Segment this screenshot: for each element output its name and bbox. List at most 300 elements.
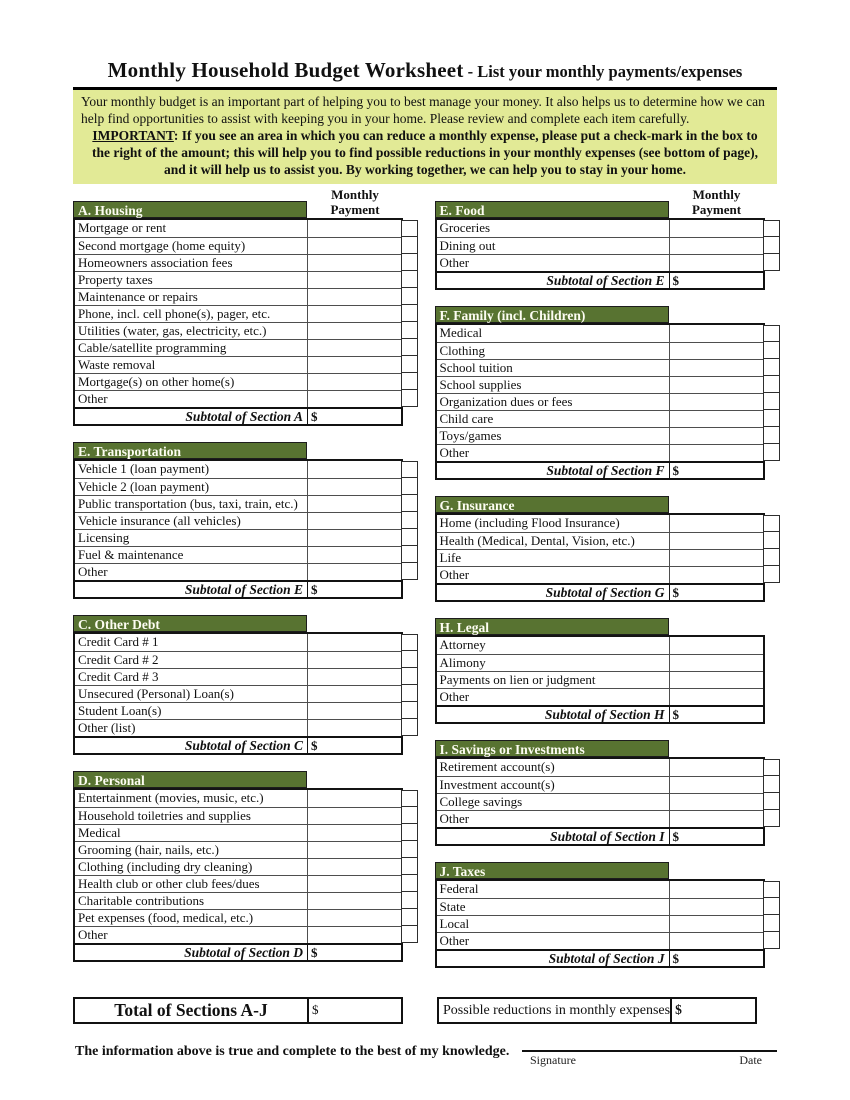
payment-input-cell[interactable] [669,515,763,532]
reduce-checkbox[interactable] [401,841,418,858]
subtotal-row-legal [435,705,765,724]
expense-row [75,356,401,373]
subtotal-row-family [435,461,765,480]
total-sections-label: Total of Sections A-J [114,1000,268,1020]
expense-label: Maintenance or repairs [78,289,198,304]
payment-input-cell[interactable] [307,669,401,685]
expense-row [437,220,763,237]
subtotal-label: Subtotal of Section G [545,585,665,600]
expense-label: Attorney [439,637,486,652]
right-sections [435,201,778,968]
subtotal-row-food [435,271,765,290]
expense-label: Pet expenses (food, medical, etc.) [78,910,254,925]
expense-row [437,515,763,532]
expense-row [437,427,763,444]
expense-row [437,637,763,654]
reduce-checkbox[interactable] [763,237,780,254]
expense-row [75,634,401,651]
expense-row [75,254,401,271]
section-title-insurance: G. Insurance [435,496,669,513]
expense-label: Vehicle insurance (all vehicles) [78,513,241,528]
payment-input-cell[interactable] [307,703,401,719]
expense-row [75,237,401,254]
payment-input-cell[interactable] [307,893,401,909]
payment-input-cell[interactable] [307,306,401,322]
reduce-checkbox[interactable] [401,634,418,651]
reduce-checkbox[interactable] [401,305,418,322]
reduce-checkbox[interactable] [401,271,418,288]
payment-input-cell[interactable] [669,881,763,898]
expense-label: School tuition [439,360,513,375]
reduce-checkbox[interactable] [763,915,780,932]
reduce-checkbox[interactable] [401,790,418,807]
expense-row [75,858,401,875]
expense-label: Licensing [78,530,130,545]
expense-row [75,288,401,305]
expense-row [75,892,401,909]
subtotal-amount-cell[interactable]: $ [669,585,763,600]
expense-rows [435,323,765,461]
reduce-checkbox[interactable] [763,881,780,898]
expense-label: Medical [439,325,483,340]
reduce-checkbox[interactable] [401,668,418,685]
section-title-food: E. Food [435,201,669,218]
intro-box [73,87,777,184]
reduce-checkbox[interactable] [763,393,780,410]
payment-input-cell[interactable] [307,720,401,736]
subtotal-amount-cell[interactable]: $ [307,738,401,753]
reduce-checkbox[interactable] [763,427,780,444]
section-other-debt [73,615,416,755]
payment-input-cell[interactable] [307,652,401,668]
section-title-other-debt: C. Other Debt [73,615,307,632]
section-title-taxes: J. Taxes [435,862,669,879]
payment-input-cell[interactable] [307,513,401,529]
reduce-checkbox[interactable] [763,376,780,393]
expense-row [437,898,763,915]
expense-row [75,322,401,339]
left-sections [73,201,416,962]
payment-input-cell[interactable] [669,238,763,254]
expense-rows [435,757,765,827]
reduce-checkbox[interactable] [401,339,418,356]
expense-label: Other [439,811,470,826]
reduce-checkbox[interactable] [763,410,780,427]
reduce-checkbox[interactable] [401,892,418,909]
total-amount-cell[interactable]: $ [307,999,401,1022]
expense-label: Toys/games [439,428,502,443]
expense-label: Phone, incl. cell phone(s), pager, etc. [78,306,271,321]
expense-row [75,824,401,841]
section-legal [435,618,778,724]
payment-input-cell[interactable] [307,790,401,807]
expense-row [437,688,763,705]
expense-row [75,875,401,892]
reduce-checkbox[interactable] [763,532,780,549]
reduce-checkbox[interactable] [401,909,418,926]
payment-input-cell[interactable] [307,564,401,580]
reduce-checkbox[interactable] [401,824,418,841]
section-title-legal: H. Legal [435,618,669,635]
expense-label: Mortgage or rent [78,220,167,235]
expense-label: Grooming (hair, nails, etc.) [78,842,219,857]
reduce-checkbox[interactable] [401,495,418,512]
expense-label: Alimony [439,655,486,670]
expense-row [75,926,401,943]
reduce-checkbox[interactable] [401,237,418,254]
expense-label: Credit Card # 3 [78,669,159,684]
subtotal-row-insurance [435,583,765,602]
payment-input-cell[interactable] [307,910,401,926]
payment-input-cell[interactable] [669,220,763,237]
payment-input-cell[interactable] [669,411,763,427]
expense-label: School supplies [439,377,522,392]
payment-input-cell[interactable] [669,811,763,827]
expense-rows [73,218,403,407]
page-title [73,58,777,83]
expense-label: Other [78,927,108,942]
expense-row [437,932,763,949]
reduce-checkbox[interactable] [401,807,418,824]
payment-input-cell[interactable] [307,825,401,841]
expense-row [437,325,763,342]
payment-input-cell[interactable] [307,220,401,237]
expense-row [75,529,401,546]
reduce-checkbox[interactable] [763,759,780,776]
payment-input-cell[interactable] [669,394,763,410]
checkbox-column [763,881,780,949]
subtotal-label: Subtotal of Section H [544,707,665,722]
payment-input-cell[interactable] [669,637,763,654]
expense-row [75,685,401,702]
payment-input-cell[interactable] [669,759,763,776]
payment-input-cell[interactable] [307,391,401,407]
signature-label: Signature [530,1053,576,1067]
expense-row [75,909,401,926]
important-label: IMPORTANT [92,128,174,143]
section-title-savings: I. Savings or Investments [435,740,669,757]
expense-row [437,566,763,583]
expense-row [75,651,401,668]
expense-label: Unsecured (Personal) Loan(s) [78,686,234,701]
expense-label: Other [439,445,470,460]
payment-input-cell[interactable] [307,842,401,858]
section-housing [73,201,416,426]
expense-row [75,478,401,495]
payment-input-cell[interactable] [669,899,763,915]
expense-row [75,546,401,563]
subtotal-amount-cell[interactable]: $ [669,829,763,844]
payment-input-cell[interactable] [307,323,401,339]
checkbox-column [763,220,780,271]
expense-label: Vehicle 2 (loan payment) [78,479,210,494]
expense-row [437,881,763,898]
subtotal-row-taxes [435,949,765,968]
payment-input-cell[interactable] [669,445,763,461]
subtotal-row-transportation [73,580,403,599]
expense-row [75,719,401,736]
checkbox-column [763,515,780,583]
expense-row [437,776,763,793]
subtotal-amount-cell[interactable]: $ [307,945,401,960]
reduce-checkbox[interactable] [401,529,418,546]
section-transportation [73,442,416,599]
expense-label: Waste removal [78,357,156,372]
reduce-checkbox[interactable] [763,932,780,949]
subtotal-amount-cell[interactable]: $ [669,273,763,288]
payment-input-cell[interactable] [307,808,401,824]
expense-label: Other (list) [78,720,136,735]
payment-input-cell[interactable] [307,634,401,651]
total-sections-box [73,997,403,1024]
expense-rows [73,459,403,580]
expense-label: Household toiletries and supplies [78,808,251,823]
expense-row [437,444,763,461]
section-title-housing: A. Housing [73,201,307,218]
expense-row [437,237,763,254]
subtotal-row-savings [435,827,765,846]
payment-input-cell[interactable] [307,238,401,254]
expense-label: Other [78,391,108,406]
expense-label: State [439,899,466,914]
expense-label: Utilities (water, gas, electricity, etc.) [78,323,267,338]
expense-label: Cable/satellite programming [78,340,227,355]
right-column [435,187,778,984]
subtotal-label: Subtotal of Section D [184,945,303,960]
expense-label: Second mortgage (home equity) [78,238,246,253]
subtotal-label: Subtotal of Section A [185,409,303,424]
reduce-checkbox[interactable] [401,926,418,943]
reduce-checkbox[interactable] [401,373,418,390]
payment-input-cell[interactable] [307,272,401,288]
subtotal-label: Subtotal of Section E [546,273,665,288]
section-taxes [435,862,778,968]
section-insurance [435,496,778,602]
expense-label: Health club or other club fees/dues [78,876,260,891]
expense-label: Retirement account(s) [439,759,555,774]
expense-label: Child care [439,411,494,426]
payment-input-cell[interactable] [669,794,763,810]
payment-input-cell[interactable] [307,547,401,563]
reduce-checkbox[interactable] [401,563,418,580]
section-title-personal: D. Personal [73,771,307,788]
payment-input-cell[interactable] [307,255,401,271]
reduce-checkbox[interactable] [401,288,418,305]
reduce-checkbox[interactable] [763,444,780,461]
payment-input-cell[interactable] [307,357,401,373]
signature-block [522,1040,777,1068]
checkbox-column [401,634,418,736]
expense-row [437,915,763,932]
expense-row [75,461,401,478]
expense-row [437,342,763,359]
expense-row [75,220,401,237]
page-title-sub: - List your monthly payments/expenses [463,62,743,81]
reduce-checkbox[interactable] [401,512,418,529]
payment-input-cell[interactable] [669,360,763,376]
expense-label: Organization dues or fees [439,394,573,409]
subtotal-label: Subtotal of Section J [548,951,665,966]
expense-row [75,305,401,322]
expense-rows [435,635,765,705]
subtotal-label: Subtotal of Section C [184,738,303,753]
subtotal-amount-cell[interactable]: $ [669,463,763,478]
reduce-checkbox[interactable] [763,220,780,237]
payment-input-cell[interactable] [307,461,401,478]
checkbox-column [401,790,418,943]
reduce-checkbox[interactable] [763,515,780,532]
payment-input-cell[interactable] [307,530,401,546]
payment-input-cell[interactable] [669,255,763,271]
expense-row [437,532,763,549]
reduce-checkbox[interactable] [401,390,418,407]
expense-label: Fuel & maintenance [78,547,184,562]
subtotal-amount-cell[interactable]: $ [669,707,763,722]
footer [73,1040,777,1068]
reduce-checkbox[interactable] [763,776,780,793]
reduce-checkbox[interactable] [401,356,418,373]
payment-input-cell[interactable] [669,343,763,359]
expense-label: Investment account(s) [439,777,555,792]
payment-input-cell[interactable] [669,550,763,566]
reduce-checkbox[interactable] [401,719,418,736]
possible-reductions-box [437,997,757,1024]
expense-row [75,563,401,580]
payment-input-cell[interactable] [307,340,401,356]
payment-input-cell[interactable] [307,927,401,943]
expense-label: Homeowners association fees [78,255,233,270]
expense-row [75,807,401,824]
section-family [435,306,778,480]
reduce-checkbox[interactable] [401,651,418,668]
reduce-checkbox[interactable] [401,546,418,563]
reduce-checkbox[interactable] [763,566,780,583]
payment-input-cell[interactable] [669,689,763,705]
expense-label: Payments on lien or judgment [439,672,596,687]
expense-label: Medical [78,825,121,840]
subtotal-amount-cell[interactable]: $ [307,582,401,597]
expense-row [437,549,763,566]
intro-paragraph: Your monthly budget is an important part of helping you to best manage your money. It also helps us to determine how we can help find opportunities to assist with keeping you in your home. Please review and complete each item carefully. [81,94,765,126]
expense-rows [73,788,403,943]
subtotal-amount-cell[interactable]: $ [307,409,401,424]
reduce-checkbox[interactable] [763,254,780,271]
reduce-checkbox[interactable] [401,322,418,339]
payment-input-cell[interactable] [669,916,763,932]
expense-row [75,495,401,512]
subtotal-label: Subtotal of Section E [184,582,303,597]
checkbox-column [401,461,418,580]
section-title-transportation: E. Transportation [73,442,307,459]
payment-input-cell[interactable] [307,859,401,875]
reduce-checkbox[interactable] [401,461,418,478]
payment-input-cell[interactable] [307,686,401,702]
expense-label: Other [78,564,108,579]
expense-row [75,790,401,807]
payment-input-cell[interactable] [307,289,401,305]
payment-input-cell[interactable] [307,374,401,390]
expense-label: Student Loan(s) [78,703,162,718]
monthly-label: Monthly [331,187,379,202]
payment-input-cell[interactable] [307,496,401,512]
expense-row [437,759,763,776]
expense-row [75,339,401,356]
payment-input-cell[interactable] [669,533,763,549]
truth-statement: The information above is true and complete to the best of my knowledge. [75,1044,510,1059]
payment-input-cell[interactable] [669,777,763,793]
payment-input-cell[interactable] [669,655,763,671]
expense-label: College savings [439,794,523,809]
reduce-checkbox[interactable] [401,685,418,702]
subtotal-row-housing [73,407,403,426]
possible-reductions-label: Possible reductions in monthly expenses [443,1003,671,1018]
payment-input-cell[interactable] [669,325,763,342]
expense-label: Property taxes [78,272,153,287]
expense-rows [435,513,765,583]
payment-label: Payment [330,202,380,217]
expense-label: Groceries [439,220,491,235]
payment-input-cell[interactable] [669,428,763,444]
date-label: Date [739,1053,762,1067]
payment-input-cell[interactable] [307,479,401,495]
expense-label: Life [439,550,462,565]
totals-row [73,997,777,1024]
expense-row [437,376,763,393]
reduce-checkbox[interactable] [401,478,418,495]
expense-label: Clothing (including dry cleaning) [78,859,253,874]
reduce-checkbox[interactable] [401,220,418,237]
checkbox-column [763,325,780,461]
reduce-checkbox[interactable] [763,342,780,359]
reduce-checkbox[interactable] [401,875,418,892]
payment-input-cell[interactable] [669,377,763,393]
left-column [73,187,416,984]
reduce-checkbox[interactable] [763,325,780,342]
reduce-checkbox[interactable] [763,549,780,566]
checkbox-column [401,220,418,407]
subtotal-amount-cell[interactable]: $ [669,951,763,966]
expense-row [75,512,401,529]
reduce-checkbox[interactable] [401,702,418,719]
expense-row [437,393,763,410]
payment-input-cell[interactable] [669,672,763,688]
payment-input-cell[interactable] [669,567,763,583]
payment-input-cell[interactable] [669,933,763,949]
expense-row [437,410,763,427]
reduce-checkbox[interactable] [763,810,780,827]
expense-row [437,254,763,271]
reduce-checkbox[interactable] [401,858,418,875]
payment-input-cell[interactable] [307,876,401,892]
reductions-amount-cell[interactable]: $ [670,999,755,1022]
reduce-checkbox[interactable] [763,898,780,915]
reduce-checkbox[interactable] [401,254,418,271]
expense-row [75,271,401,288]
monthly-label: Monthly [692,187,741,202]
expense-label: Other [439,255,470,270]
reduce-checkbox[interactable] [763,359,780,376]
page-title-main: Monthly Household Budget Worksheet [107,58,464,82]
expense-row [437,359,763,376]
expense-rows [435,879,765,949]
expense-label: Credit Card # 1 [78,634,159,649]
expense-label: Credit Card # 2 [78,652,159,667]
reduce-checkbox[interactable] [763,793,780,810]
expense-row [437,793,763,810]
subtotal-row-other-debt [73,736,403,755]
subtotal-label: Subtotal of Section F [546,463,665,478]
expense-rows [73,632,403,736]
